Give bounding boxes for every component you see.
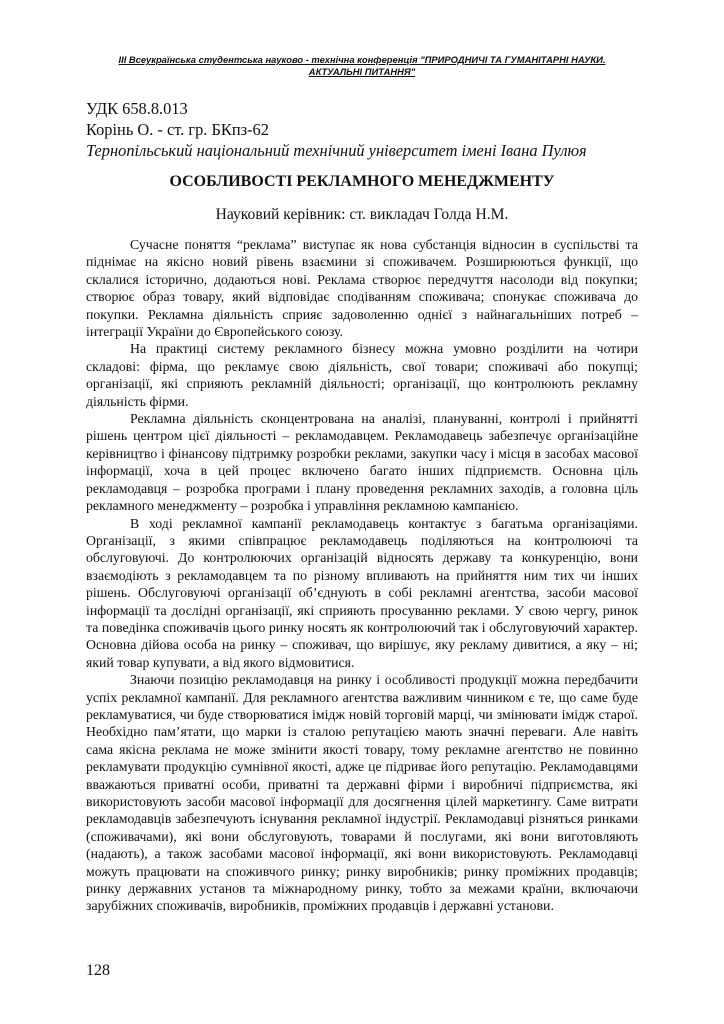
conference-header-line-2: АКТУАЛЬНІ ПИТАННЯ" xyxy=(308,66,416,77)
conference-header-line-1: ІІІ Всеукраїнська студентська науково - технічна конференція "ПРИРОДНИЧІ ТА ГУМАНІТАРНІ НАУКИ. xyxy=(118,54,606,65)
supervisor-line: Науковий керівник: ст. викладач Голда Н.М. xyxy=(215,206,509,223)
body-paragraph: В ході рекламної кампанії рекламодавець контактує з багатьма організаціями. Організації, з якими співпрацює рекламодавець поділяються на контролюючі та обслуговуючі. До контролюючих організацій відносять державу та конкуренцію, вони взаємодіють з рекламодавцем та по різному впливають на прийняття ним тих чи інших рішень. Обслуговуючі організації об’єднують в собі рекламні агентства, засоби масової інформації та дослідні організації, які сприяють просуванню реклами. У свою чергу, ринок та поведінка споживачів цього ринку носять як контролюючий так і обслуговуючий характер. Основна дійова особа на ринку – споживач, що вирішує, яку рекламу дивитися, а яку – ні; який товар купувати, а від якого відмовитися. xyxy=(86,515,638,670)
body-paragraph: На практиці систему рекламного бізнесу можна умовно розділити на чотири складові: фірма, що рекламує свою діяльність, свої товари; споживачі або покупці; організації, які сприяють рекламній діяльності; організації, що контролюють рекламну діяльність фірми. xyxy=(86,341,638,409)
article-meta xyxy=(86,98,646,161)
author-line: Корінь О. - ст. гр. БКпз-62 xyxy=(86,120,269,139)
body-paragraph: Сучасне поняття “реклама” виступає як нова субстанція відносин в суспільстві та піднімає на якісно новий рівень взаємини зі споживачем. Розширюються функції, що склалися історично, додаються нові. Реклама створює передчуття насолоди від покупки; створює образ товару, який відповідає сподіванням споживача; спонукає споживача до покупки. Рекламна діяльність сприяє задоволенню однієї з найнагальніших потреб – інтеграції України до Європейського союзу. xyxy=(86,237,638,340)
institution-line: Тернопільський національний технічний університет імені Івана Пулюя xyxy=(86,141,587,160)
body-paragraph: Рекламна діяльність сконцентрована на аналізі, плануванні, контролі і прийнятті рішень центром цієї діяльності – рекламодавцем. Рекламодавець забезпечує організаційне керівництво і фінансову підтримку розробки реклами, закупки часу і місця в засобах масової інформації, хоча в цей процес включено багато інших підприємств. Основна ціль рекламодавця – розробка програми і плану проведення рекламних заходів, а головна ціль рекламного менеджменту – розробка і управління рекламною кампанією. xyxy=(86,411,638,514)
udk-code: УДК 658.8.013 xyxy=(86,99,188,118)
conference-header xyxy=(88,54,636,78)
article-title: ОСОБЛИВОСТІ РЕКЛАМНОГО МЕНЕДЖМЕНТУ xyxy=(169,173,555,190)
page-number: 128 xyxy=(86,962,110,979)
body-paragraph: Знаючи позицію рекламодавця на ринку і особливості продукції можна передбачити успіх рекламної кампанії. Для рекламного агентства важливим чинником є те, що саме буде рекламуватися, чи буде створюватися імідж новій торговій марці, чи змінювати імідж старої. Необхідно пам’ятати, що марки із сталою репутацією мають значні переваги. Але навіть сама якісна реклама не може змінити якості товару, тому рекламне агентство не повинно рекламувати продукцію сумнівної якості, адже це підриває його репутацію. Рекламодавцями вважаються приватні особи, приватні та державні фірми і виробничі підприємства, які використовують засоби масової інформації для досягнення цілей маркетингу. Саме витрати рекламодавців забезпечують існування рекламної індустрії. Рекламодавці різняться ринками (споживачами), які вони обслуговують, товарами й послугами, які вони виготовляють (надають), а також засобами масової інформації, які вони використовують. Рекламодавці можуть працювати на споживчого ринку; ринку виробників; ринку проміжних продавців; ринку державних установ та міжнародному ринку, тобто за межами країни, включаючи зарубіжних споживачів, виробників, проміжних продавців і державні установи. xyxy=(86,672,638,914)
article-body xyxy=(86,236,638,915)
